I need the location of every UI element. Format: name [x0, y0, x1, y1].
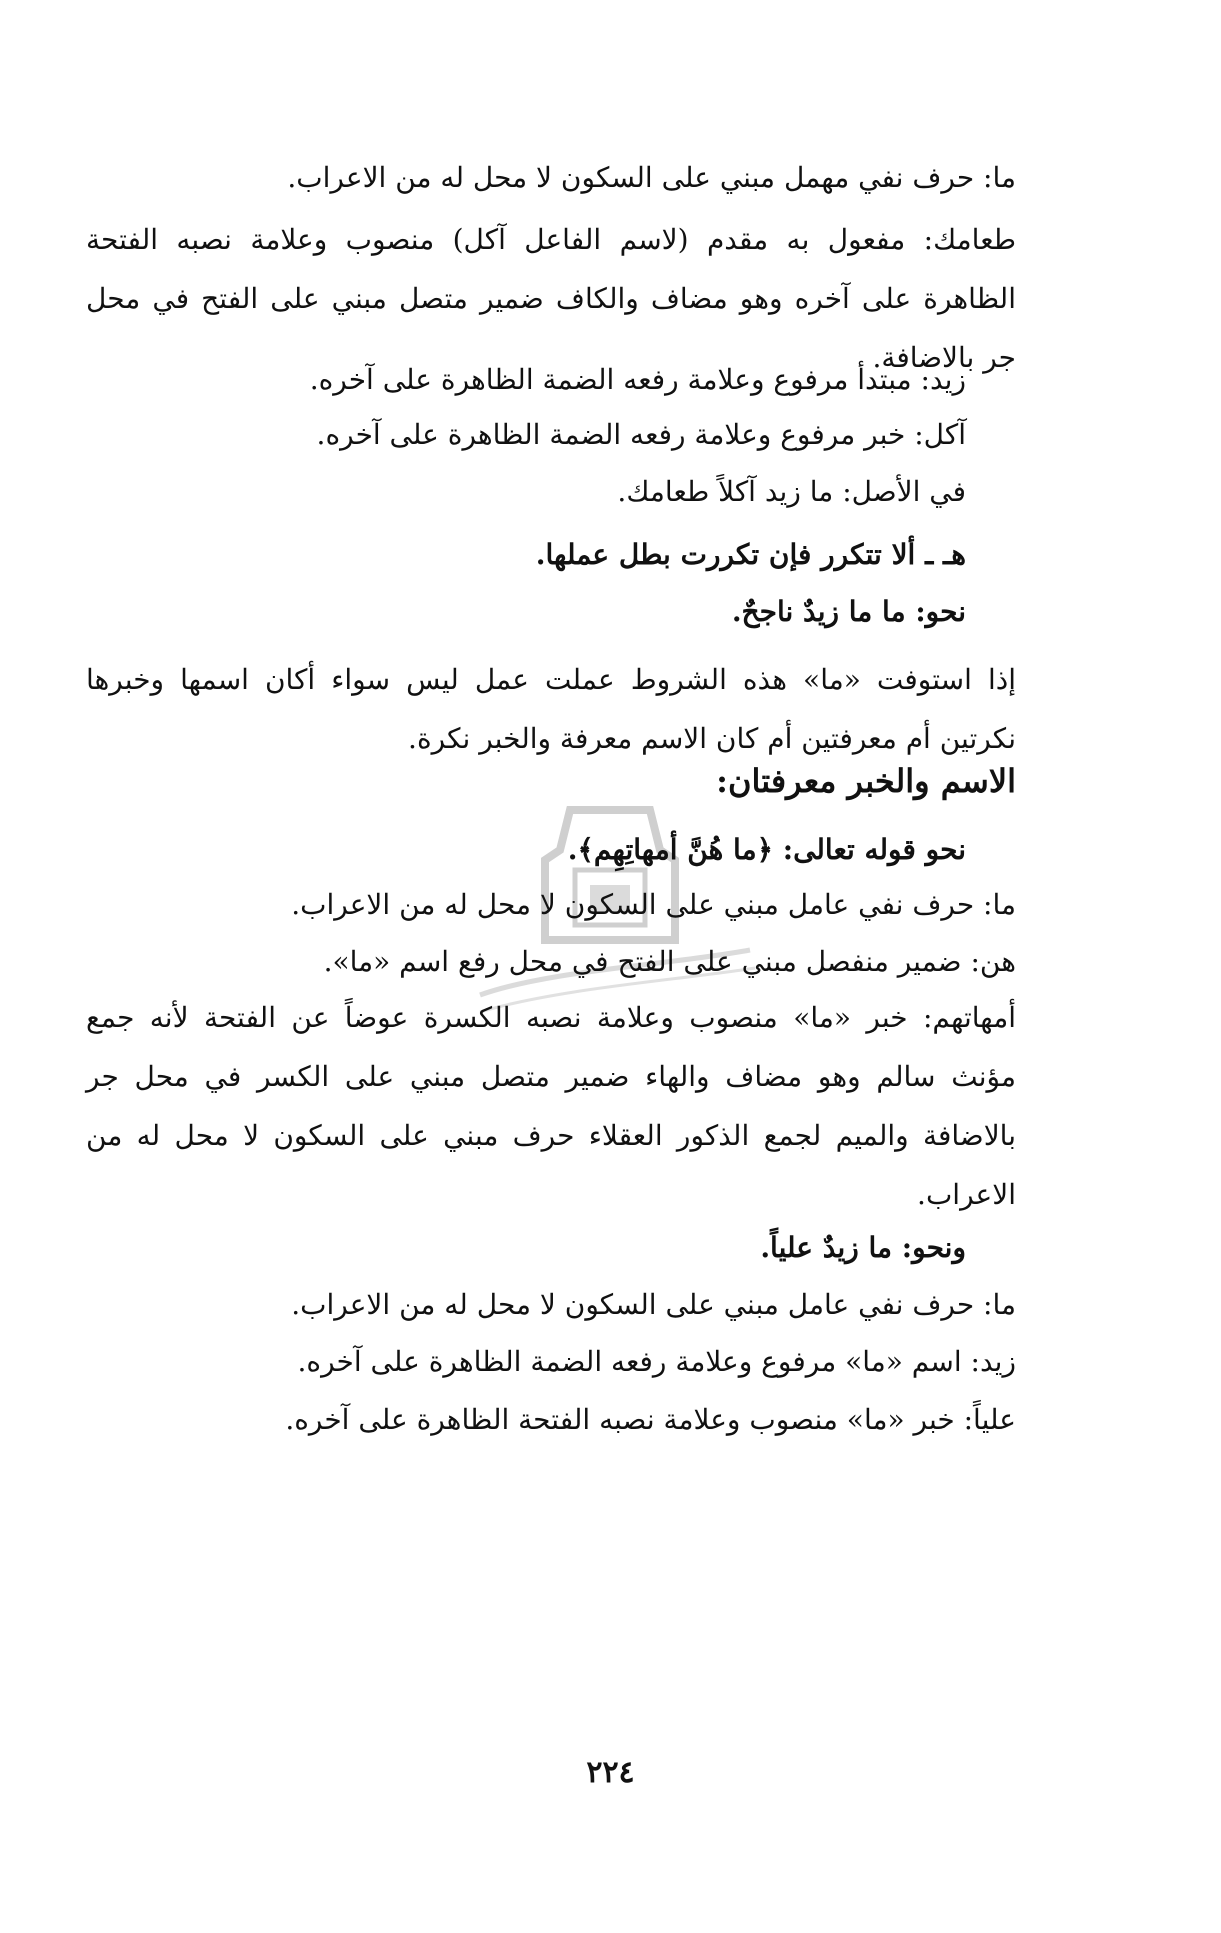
paragraph-ummahatihim: أمهاتهم: خبر «ما» منصوب وعلامة نصبه الكسرة عوضاً عن الفتحة لأنه جمع مؤنث سالم وهو مضاف والهاء ضمير متصل مبني على الكسر في محل جر بالاضافة والميم لجمع الذكور العقلاء حرف مبني على السكون لا محل له من الاعراب.	[86, 1001, 1016, 1211]
line-condition-ha: هـ ـ ألا تتكرر فإن تكررت بطل عملها.	[535, 538, 966, 571]
line-aliyyan-khabar: علياً: خبر «ما» منصوب وعلامة نصبه الفتحة الظاهرة على آخره.	[285, 1403, 1016, 1436]
section-heading: الاسم والخبر معرفتان:	[716, 762, 1016, 800]
line-fi-alasl: في الأصل: ما زيد آكلاً طعامك.	[617, 475, 966, 508]
line-zayd-mubtada: زيد: مبتدأ مرفوع وعلامة رفعه الضمة الظاهرة على آخره.	[309, 363, 966, 396]
line-hunna: هن: ضمير منفصل مبني على الفتح في محل رفع اسم «ما».	[323, 945, 1016, 978]
page-number: ٢٢٤	[586, 1755, 635, 1790]
line-example-ma-zayd-aliyyan: ونحو: ما زيدٌ علياً.	[760, 1231, 966, 1264]
line-ma-amil-2: ما: حرف نفي عامل مبني على السكون لا محل له من الاعراب.	[291, 1288, 1016, 1321]
line-example-ma-ma: نحو: ما ما زيدٌ ناجحٌ.	[731, 595, 966, 628]
line-akil-khabar: آكل: خبر مرفوع وعلامة رفعه الضمة الظاهرة على آخره.	[316, 418, 966, 451]
line-ma-muhmal: ما: حرف نفي مهمل مبني على السكون لا محل له من الاعراب.	[287, 161, 1016, 194]
paragraph-taamak: طعامك: مفعول به مقدم (لاسم الفاعل آكل) منصوب وعلامة نصبه الفتحة الظاهرة على آخره وهو مضاف والكاف ضمير متصل مبني على الفتح في محل جر بالاضافة.	[86, 223, 1016, 374]
line-zayd-ism-ma: زيد: اسم «ما» مرفوع وعلامة رفعه الضمة الظاهرة على آخره.	[297, 1345, 1016, 1378]
line-example-quran: نحو قوله تعالى: ﴿ما هُنَّ أمهاتِهِم﴾.	[567, 833, 966, 866]
paragraph-istawfat: إذا استوفت «ما» هذه الشروط عملت عمل ليس سواء أكان اسمها وخبرها نكرتين أم معرفتين أم كان الاسم معرفة والخبر نكرة.	[86, 663, 1016, 755]
line-ma-amil: ما: حرف نفي عامل مبني على السكون لا محل له من الاعراب.	[291, 888, 1016, 921]
